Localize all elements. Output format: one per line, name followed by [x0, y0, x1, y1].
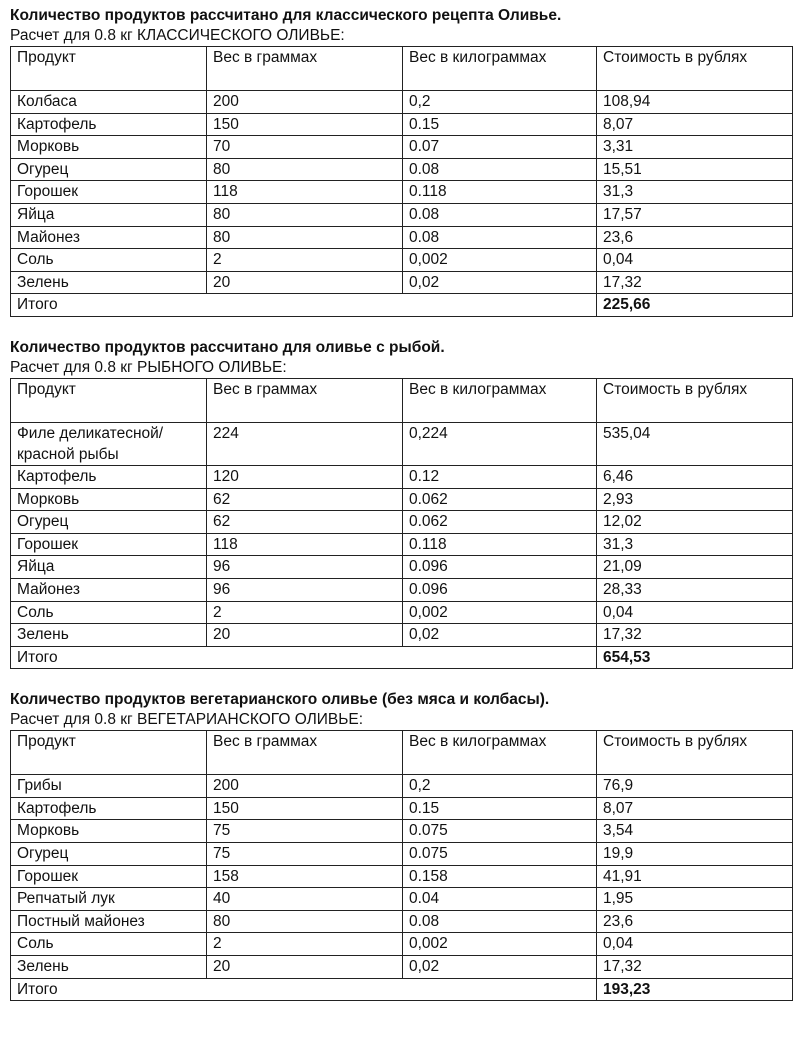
- header-weight-grams: Вес в граммах: [207, 378, 403, 422]
- total-row: [11, 294, 793, 317]
- grams-cell: 80: [207, 203, 403, 226]
- section-subtitle: Расчет для 0.8 кг РЫБНОГО ОЛИВЬЕ:: [10, 358, 287, 376]
- section-subtitle: Расчет для 0.8 кг КЛАССИЧЕСКОГО ОЛИВЬЕ:: [10, 27, 345, 44]
- grams-cell: 200: [207, 775, 403, 798]
- product-cell: Соль: [11, 249, 207, 272]
- kg-cell: 0.07: [403, 136, 597, 159]
- kg-cell: 0.158: [403, 865, 597, 888]
- product-cell: Зелень: [11, 956, 207, 979]
- table-header-row: [11, 731, 793, 775]
- cost-cell: 535,04: [597, 422, 793, 465]
- total-value: 225,66: [597, 294, 793, 317]
- kg-cell: 0.15: [403, 797, 597, 820]
- kg-cell: 0.062: [403, 488, 597, 511]
- cost-cell: 15,51: [597, 158, 793, 181]
- kg-cell: 0,02: [403, 271, 597, 294]
- table-row: [11, 797, 793, 820]
- grams-cell: 200: [207, 91, 403, 114]
- table-row: [11, 956, 793, 979]
- cost-cell: 6,46: [597, 465, 793, 488]
- table-row: [11, 533, 793, 556]
- section-title: Количество продуктов рассчитано для оливье с рыбой.: [10, 338, 445, 356]
- product-cell: Грибы: [11, 775, 207, 798]
- product-cell: Соль: [11, 933, 207, 956]
- grams-cell: 80: [207, 226, 403, 249]
- product-cell: Майонез: [11, 578, 207, 601]
- grams-cell: 2: [207, 249, 403, 272]
- grams-cell: 62: [207, 511, 403, 534]
- grams-cell: 150: [207, 113, 403, 136]
- header-weight-grams: Вес в граммах: [207, 47, 403, 91]
- grams-cell: 118: [207, 181, 403, 204]
- header-product: Продукт: [11, 731, 207, 775]
- product-cell: Зелень: [11, 624, 207, 647]
- grams-cell: 2: [207, 933, 403, 956]
- table-row: [11, 624, 793, 647]
- cost-cell: 0,04: [597, 249, 793, 272]
- table-row: [11, 820, 793, 843]
- product-cell: Морковь: [11, 488, 207, 511]
- product-cell: Майонез: [11, 226, 207, 249]
- table-row: [11, 556, 793, 579]
- grams-cell: 120: [207, 465, 403, 488]
- grams-cell: 75: [207, 843, 403, 866]
- total-value: 654,53: [597, 646, 793, 669]
- kg-cell: 0,2: [403, 91, 597, 114]
- product-cell: Картофель: [11, 797, 207, 820]
- kg-cell: 0.08: [403, 203, 597, 226]
- kg-cell: 0,224: [403, 422, 597, 465]
- table-header-row: [11, 378, 793, 422]
- table-row: [11, 888, 793, 911]
- product-cell: Горошек: [11, 865, 207, 888]
- table-row: [11, 465, 793, 488]
- header-cost-rub: Стоимость в рублях: [597, 731, 793, 775]
- total-label: Итого: [11, 294, 597, 317]
- kg-cell: 0.062: [403, 511, 597, 534]
- kg-cell: 0.08: [403, 158, 597, 181]
- header-cost-rub: Стоимость в рублях: [597, 378, 793, 422]
- cost-cell: 23,6: [597, 910, 793, 933]
- cost-cell: 1,95: [597, 888, 793, 911]
- cost-cell: 2,93: [597, 488, 793, 511]
- total-row: [11, 646, 793, 669]
- table-row: [11, 578, 793, 601]
- header-weight-kg: Вес в килограммах: [403, 47, 597, 91]
- total-value: 193,23: [597, 978, 793, 1001]
- cost-cell: 8,07: [597, 797, 793, 820]
- cost-cell: 17,32: [597, 956, 793, 979]
- ingredients-table: [10, 46, 793, 317]
- kg-cell: 0,2: [403, 775, 597, 798]
- header-weight-grams: Вес в граммах: [207, 731, 403, 775]
- table-row: [11, 158, 793, 181]
- table-row: [11, 181, 793, 204]
- product-cell: Огурец: [11, 843, 207, 866]
- cost-cell: 0,04: [597, 933, 793, 956]
- product-cell: Морковь: [11, 136, 207, 159]
- kg-cell: 0,002: [403, 249, 597, 272]
- section-subtitle: Расчет для 0.8 кг ВЕГЕТАРИАНСКОГО ОЛИВЬЕ:: [10, 711, 364, 729]
- grams-cell: 80: [207, 158, 403, 181]
- cost-cell: 17,32: [597, 271, 793, 294]
- grams-cell: 224: [207, 422, 403, 465]
- cost-cell: 31,3: [597, 181, 793, 204]
- cost-cell: 21,09: [597, 556, 793, 579]
- product-cell: Яйца: [11, 203, 207, 226]
- kg-cell: 0.12: [403, 465, 597, 488]
- kg-cell: 0,02: [403, 624, 597, 647]
- table-row: [11, 91, 793, 114]
- cost-cell: 19,9: [597, 843, 793, 866]
- cost-cell: 31,3: [597, 533, 793, 556]
- kg-cell: 0.118: [403, 181, 597, 204]
- product-cell: Колбаса: [11, 91, 207, 114]
- grams-cell: 150: [207, 797, 403, 820]
- table-row: [11, 775, 793, 798]
- cost-cell: 3,54: [597, 820, 793, 843]
- product-cell: Филе деликатесной/ красной рыбы: [11, 422, 207, 465]
- cost-cell: 108,94: [597, 91, 793, 114]
- ingredients-table: [10, 730, 793, 1001]
- section-title: Количество продуктов рассчитано для классического рецепта Оливье.: [10, 7, 562, 24]
- cost-cell: 17,32: [597, 624, 793, 647]
- product-cell: Картофель: [11, 465, 207, 488]
- kg-cell: 0,02: [403, 956, 597, 979]
- cost-cell: 76,9: [597, 775, 793, 798]
- section-title: Количество продуктов вегетарианского оливье (без мяса и колбасы).: [10, 691, 550, 709]
- grams-cell: 96: [207, 556, 403, 579]
- product-cell: Горошек: [11, 533, 207, 556]
- table-row: [11, 843, 793, 866]
- kg-cell: 0.075: [403, 820, 597, 843]
- kg-cell: 0.096: [403, 578, 597, 601]
- kg-cell: 0.15: [403, 113, 597, 136]
- table-row: [11, 113, 793, 136]
- grams-cell: 20: [207, 271, 403, 294]
- table-row: [11, 865, 793, 888]
- header-product: Продукт: [11, 47, 207, 91]
- product-cell: Яйца: [11, 556, 207, 579]
- product-cell: Огурец: [11, 511, 207, 534]
- header-weight-kg: Вес в килограммах: [403, 378, 597, 422]
- grams-cell: 75: [207, 820, 403, 843]
- table-row: [11, 422, 793, 465]
- document-body: [10, 6, 792, 1001]
- fish-olivier-section: [10, 338, 792, 669]
- grams-cell: 40: [207, 888, 403, 911]
- grams-cell: 20: [207, 624, 403, 647]
- product-cell: Морковь: [11, 820, 207, 843]
- product-cell: Картофель: [11, 113, 207, 136]
- cost-cell: 41,91: [597, 865, 793, 888]
- product-cell: Зелень: [11, 271, 207, 294]
- kg-cell: 0.08: [403, 226, 597, 249]
- table-row: [11, 488, 793, 511]
- cost-cell: 8,07: [597, 113, 793, 136]
- table-row: [11, 910, 793, 933]
- table-row: [11, 226, 793, 249]
- table-row: [11, 249, 793, 272]
- total-label: Итого: [11, 978, 597, 1001]
- cost-cell: 28,33: [597, 578, 793, 601]
- kg-cell: 0.118: [403, 533, 597, 556]
- classic-olivier-section: [10, 6, 792, 317]
- table-row: [11, 271, 793, 294]
- product-cell: Горошек: [11, 181, 207, 204]
- header-cost-rub: Стоимость в рублях: [597, 47, 793, 91]
- kg-cell: 0,002: [403, 933, 597, 956]
- product-cell: Постный майонез: [11, 910, 207, 933]
- header-product: Продукт: [11, 378, 207, 422]
- header-weight-kg: Вес в килограммах: [403, 731, 597, 775]
- cost-cell: 23,6: [597, 226, 793, 249]
- kg-cell: 0.096: [403, 556, 597, 579]
- cost-cell: 17,57: [597, 203, 793, 226]
- table-row: [11, 511, 793, 534]
- grams-cell: 20: [207, 956, 403, 979]
- kg-cell: 0,002: [403, 601, 597, 624]
- grams-cell: 118: [207, 533, 403, 556]
- grams-cell: 96: [207, 578, 403, 601]
- cost-cell: 0,04: [597, 601, 793, 624]
- total-row: [11, 978, 793, 1001]
- product-cell: Репчатый лук: [11, 888, 207, 911]
- ingredients-table: [10, 378, 793, 669]
- table-row: [11, 601, 793, 624]
- table-row: [11, 933, 793, 956]
- product-cell: Огурец: [11, 158, 207, 181]
- grams-cell: 158: [207, 865, 403, 888]
- kg-cell: 0.04: [403, 888, 597, 911]
- grams-cell: 70: [207, 136, 403, 159]
- kg-cell: 0.08: [403, 910, 597, 933]
- total-label: Итого: [11, 646, 597, 669]
- cost-cell: 12,02: [597, 511, 793, 534]
- table-header-row: [11, 47, 793, 91]
- grams-cell: 62: [207, 488, 403, 511]
- grams-cell: 2: [207, 601, 403, 624]
- cost-cell: 3,31: [597, 136, 793, 159]
- grams-cell: 80: [207, 910, 403, 933]
- table-row: [11, 136, 793, 159]
- product-cell: Соль: [11, 601, 207, 624]
- vegetarian-olivier-section: [10, 690, 792, 1001]
- table-row: [11, 203, 793, 226]
- kg-cell: 0.075: [403, 843, 597, 866]
